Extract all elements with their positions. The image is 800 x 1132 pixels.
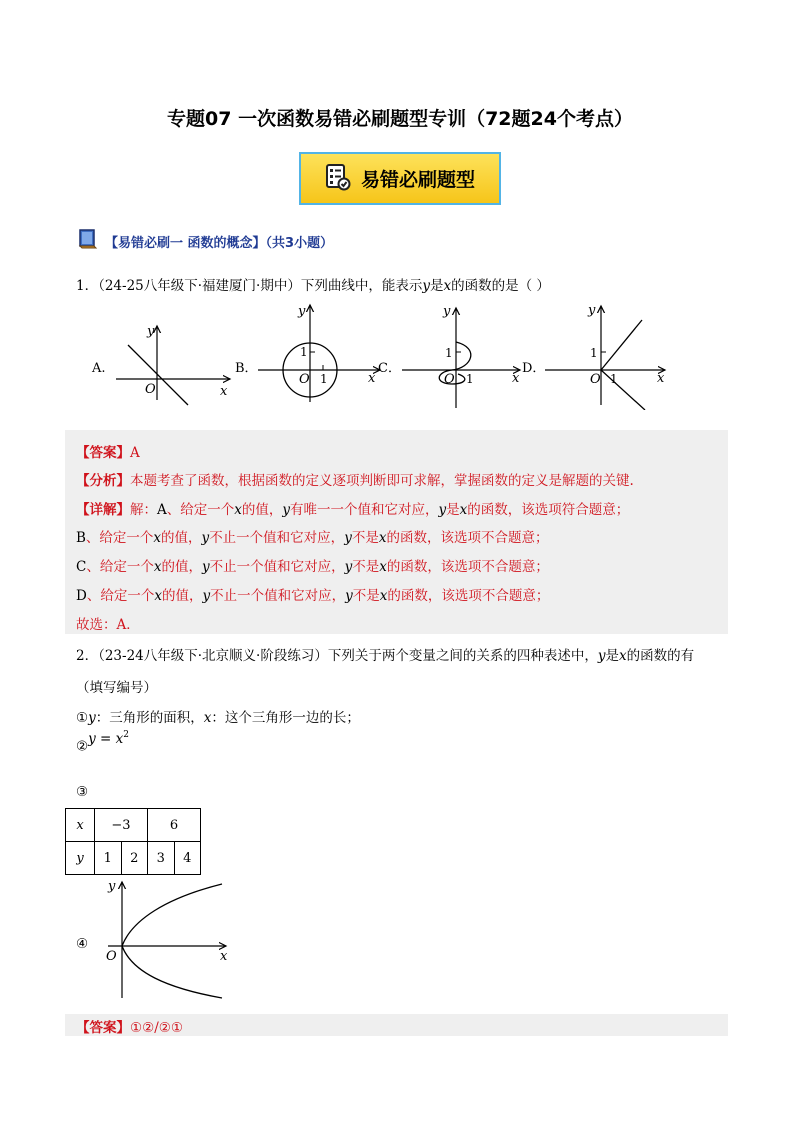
table-cell: x [66, 809, 95, 842]
question-1-graphs [80, 300, 680, 410]
option-a-label: A. [92, 361, 106, 376]
table-cell: y [66, 842, 95, 875]
q2-item-2: ②y = $x^2$ [76, 730, 129, 755]
table-cell: 3 [148, 842, 175, 875]
analysis-1: 【分析】本题考查了函数，根据函数的定义逐项判断即可求解，掌握函数的定义是解题的关键. [76, 473, 634, 489]
answer-1: 【答案】A [76, 445, 140, 461]
table-cell: 1 [95, 842, 122, 875]
svg-text:y: y [147, 324, 155, 339]
section-heading [77, 228, 333, 254]
q2-value-table [65, 808, 201, 875]
svg-text:y: y [298, 304, 306, 319]
svg-text:y: y [443, 304, 451, 319]
graph-d [545, 303, 665, 410]
option-b-label: B． [235, 361, 258, 376]
detail-line-c: C、给定一个x的值，y不止一个值和它对应，y不是x的函数，该选项不合题意； [76, 559, 549, 575]
graph-b [258, 304, 380, 402]
svg-text:x: x [657, 371, 665, 386]
question-source: （24-25八年级下·福建厦门·期中） [98, 278, 301, 294]
svg-text:O: O [145, 382, 156, 397]
q2-item-4-graph [96, 876, 236, 1002]
question-number: 1． [76, 278, 99, 294]
q2-item-4-mark: ④ [76, 936, 89, 952]
question-1-stem: 1．（24-25八年级下·福建厦门·期中）下列曲线中，能表示y是x的函数的是（ ） [76, 278, 550, 294]
table-cell: 6 [148, 809, 201, 842]
page-title: 专题07 一次函数易错必刷题型专训（72题24个考点） [167, 108, 633, 130]
svg-text:y: y [108, 879, 116, 894]
conclusion-1: 故选：A． [76, 617, 140, 633]
svg-text:O: O [444, 372, 455, 387]
q2-item-1: ①y：三角形的面积，x：这个三角形一边的长； [76, 710, 360, 726]
topic-banner [299, 152, 501, 205]
book-icon [77, 228, 99, 254]
checklist-icon [325, 163, 351, 195]
svg-text:1: 1 [610, 372, 618, 386]
svg-text:1: 1 [466, 372, 474, 386]
section-label: 【易错必刷一 函数的概念】（共3小题） [105, 235, 334, 251]
answer-2: 【答案】①②/②① [76, 1020, 183, 1036]
svg-text:x: x [220, 384, 228, 399]
svg-text:y: y [588, 303, 596, 318]
option-d-label: D． [522, 361, 546, 376]
detail-line-d: D、给定一个x的值，y不止一个值和它对应，y不是x的函数，该选项不合题意； [76, 588, 550, 604]
table-cell: 2 [121, 842, 148, 875]
question-number: 2． [76, 648, 99, 664]
detail-line-a: 【详解】解：A、给定一个x的值，y有唯一一个值和它对应，y是x的函数，该选项符合题意； [76, 502, 630, 518]
svg-text:O: O [106, 949, 117, 964]
graph-c [402, 304, 520, 408]
q2-item-3-mark: ③ [76, 784, 89, 800]
graph-a [116, 324, 230, 405]
svg-text:1: 1 [590, 346, 598, 360]
table-cell: 4 [174, 842, 201, 875]
svg-text:1: 1 [445, 346, 453, 360]
svg-text:O: O [299, 372, 310, 387]
svg-text:1: 1 [320, 372, 328, 386]
svg-text:1: 1 [300, 345, 308, 359]
option-c-label: C． [378, 361, 401, 376]
svg-text:x: x [512, 371, 520, 386]
svg-text:x: x [220, 949, 228, 964]
detail-line-b: B、给定一个x的值，y不止一个值和它对应，y不是x的函数，该选项不合题意； [76, 530, 549, 546]
svg-text:x: x [368, 371, 376, 386]
svg-text:O: O [590, 372, 601, 387]
table-cell: −3 [95, 809, 148, 842]
question-2-stem-cont: （填写编号） [76, 680, 157, 696]
question-source: （23-24八年级下·北京顺义·阶段练习） [98, 648, 328, 664]
banner-label: 易错必刷题型 [360, 169, 475, 191]
question-2-stem: 2．（23-24八年级下·北京顺义·阶段练习）下列关于两个变量之间的关系的四种表述中，y是x的函数的有 [76, 648, 695, 664]
